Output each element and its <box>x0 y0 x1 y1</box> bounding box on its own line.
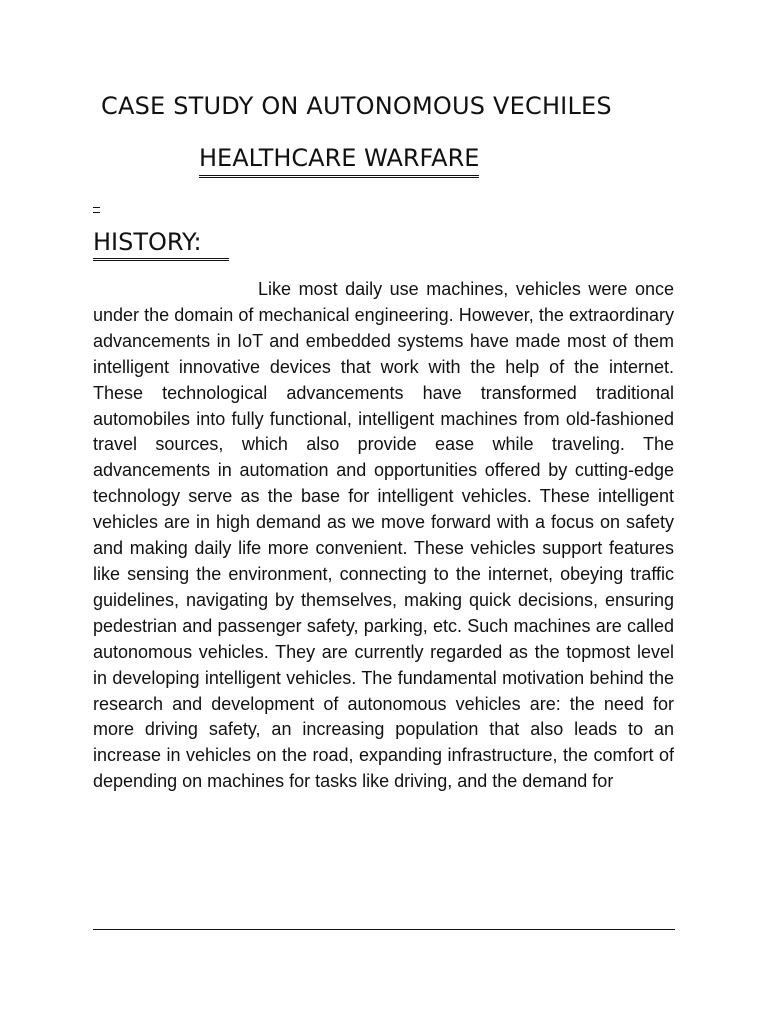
document-subtitle: HEALTHCARE WARFARE <box>199 144 479 178</box>
footer-rule <box>93 929 675 930</box>
section-heading-history: HISTORY: <box>93 228 229 261</box>
document-title: CASE STUDY ON AUTONOMOUS VECHILES <box>101 92 612 120</box>
double-underline-mark <box>93 207 100 213</box>
body-paragraph: Like most daily use machines, vehicles were once under the domain of mechanical engineering. However, the extraordinary advancements in IoT and embedded systems have made most of them intelligent innovative devices that work with the help of the internet. These technological advancements have transformed traditional automobiles into fully functional, intelligent machines from old-fashioned travel sources, which also provide ease while traveling. The advancements in automation and opportunities offered by cutting-edge technology serve as the base for intelligent vehicles. These intelligent vehicles are in high demand as we move forward with a focus on safety and making daily life more convenient. These vehicles support features like sensing the environment, connecting to the internet, obeying traffic guidelines, navigating by themselves, making quick decisions, ensuring pedestrian and passenger safety, parking, etc. Such machines are called autonomous vehicles. They are currently regarded as the topmost level in developing intelligent vehicles. The fundamental motivation behind the research and development of autonomous vehicles are: the need for more driving safety, an increasing population that also leads to an increase in vehicles on the road, expanding infrastructure, the comfort of depending on machines for tasks like driving, and the demand for <box>93 279 674 792</box>
